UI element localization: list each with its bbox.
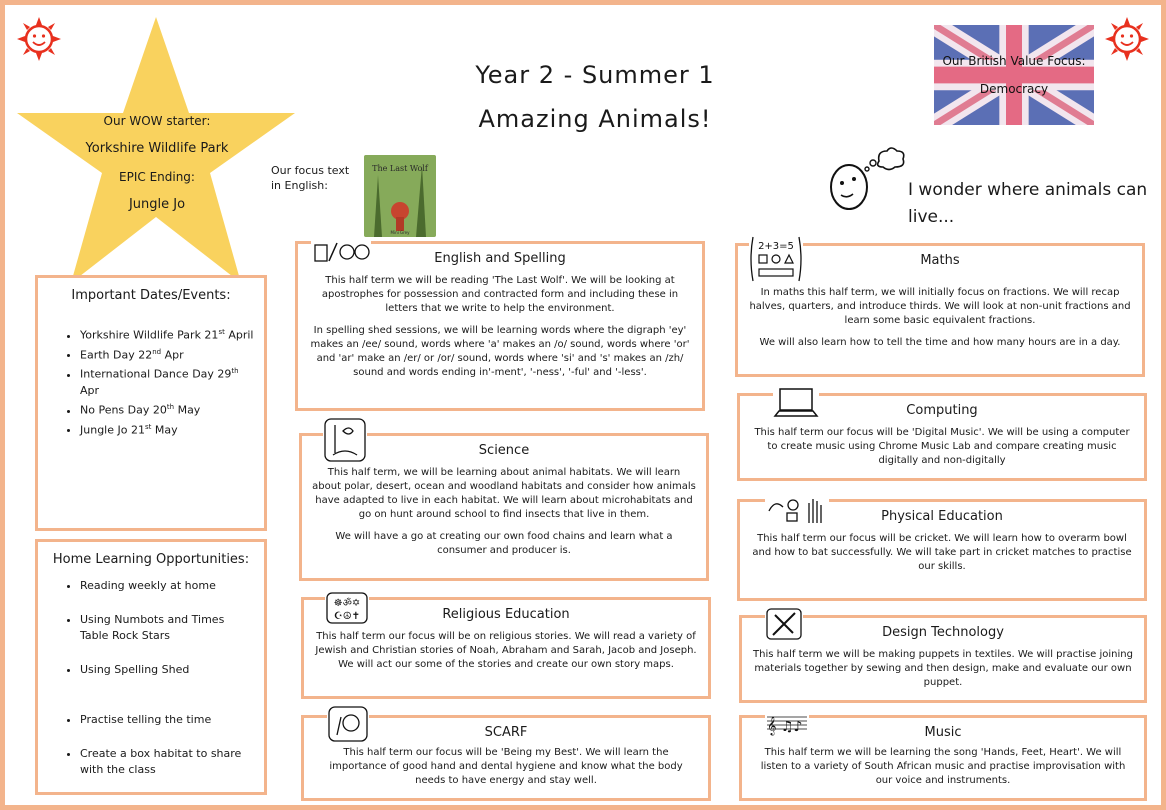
svg-text:♫♪: ♫♪ — [781, 719, 803, 735]
dt-paragraph-1: This half term we will be making puppets in textiles. We will practise joining materials together by sewing and then design, make and evaluate our own puppet. — [753, 649, 1133, 688]
date-event-text: Jungle Jo 21 — [80, 423, 145, 437]
wonder-question: I wonder where animals can live... — [908, 180, 1148, 227]
book-cover-image — [364, 155, 436, 237]
english-title: English and Spelling — [434, 251, 566, 266]
book-author-text: Mini Grey — [390, 230, 410, 235]
english-paragraph-2: In spelling shed sessions, we will be learning words where the digraph 'ey' makes an /ee/ sound, words where 'a' makes an /o/ sound, words where 'or' and 'ar' make an /er/ or /or/ sound, words where 'si' and 's' makes an /zh/ sound and words ending in'-ment', '-ness', '-ful' and '-less'. — [310, 325, 690, 378]
music-paragraph-1: This half term we will be learning the song 'Hands, Feet, Heart'. We will listen to a variety of South African music and practise improvisation with our voice and instruments. — [760, 747, 1126, 786]
maths-paragraph-1: In maths this half term, we will initially focus on fractions. We will recap halves, quarters, and introduce thirds. We will look at non-unit fractions and learn some basic equivalent fractions. — [749, 287, 1131, 326]
re-paragraph-1: This half term our focus will be on religious stories. We will read a variety of Jewish and Christian stories of Noah, Abraham and Sarah, Jacob and Joseph. We will act our some of the stories and create our own story maps. — [315, 631, 697, 670]
wellbeing-icon — [327, 705, 369, 743]
focus-text-label: Our focus text in English: — [271, 164, 350, 192]
title-line-1: Year 2 - Summer 1 — [475, 61, 715, 89]
maths-paragraph-2: We will also learn how to tell the time and how many hours are in a day. — [759, 337, 1121, 348]
date-month: Apr — [80, 383, 100, 397]
list-item — [80, 363, 256, 399]
writing-reading-icon — [311, 237, 371, 267]
epic-ending-value: Jungle Jo — [128, 197, 186, 212]
list-item: • Practise telling the time — [80, 712, 256, 728]
maths-icon-sum: 2+3=5 — [758, 241, 794, 252]
home-learning-list — [46, 578, 256, 778]
tools-icon — [765, 607, 803, 641]
book-title-text: The Last Wolf — [372, 164, 428, 173]
important-dates-title: Important Dates/Events: — [71, 288, 231, 303]
science-title: Science — [478, 443, 530, 458]
date-event-text: Yorkshire Wildlife Park 21 — [80, 328, 219, 342]
wow-starter-value: Yorkshire Wildlife Park — [85, 141, 229, 156]
svg-text:𝄞: 𝄞 — [767, 716, 777, 735]
date-event-text: Earth Day 22 — [80, 348, 153, 362]
list-item — [80, 344, 256, 364]
maths-icon — [749, 235, 803, 283]
thinking-head-icon — [827, 145, 907, 213]
scarf-paragraph-1: This half term our focus will be 'Being my Best'. We will learn the importance of good hand and dental hygiene and know what the body needs to have energy and stay well. — [329, 747, 683, 786]
science-paragraph-2: We will have a go at creating our own food chains and learn what a consumer and producer is. — [335, 531, 673, 556]
sports-icon — [765, 493, 829, 527]
pe-paragraph-1: This half term our focus will be cricket. We will learn how to overarm bowl and how to bat successfully. We will take part in cricket matches to practise our skills. — [752, 533, 1132, 572]
list-item: • Reading weekly at home — [80, 578, 256, 594]
date-event-text: International Dance Day 29 — [80, 367, 232, 381]
list-item: • Using Spelling Shed — [80, 662, 256, 678]
important-dates-box — [35, 275, 267, 531]
british-value-value: Democracy — [979, 82, 1049, 96]
date-suffix: st — [144, 422, 152, 431]
important-dates-list — [46, 324, 256, 438]
british-value-text — [934, 47, 1094, 103]
scarf-title: SCARF — [484, 725, 528, 740]
sun-icon-right — [1105, 17, 1149, 61]
music-title: Music — [924, 725, 962, 740]
svg-text:☸ॐ✡: ☸ॐ✡ — [333, 598, 361, 609]
date-month: April — [224, 328, 254, 342]
date-month: Apr — [161, 348, 184, 362]
page-title — [445, 53, 745, 141]
home-learning-title: Home Learning Opportunities: — [52, 552, 250, 567]
wow-star-text — [75, 107, 239, 219]
wow-starter-label: Our WOW starter: — [103, 114, 211, 128]
music-notes-icon — [765, 711, 809, 737]
date-suffix: st — [218, 328, 225, 336]
date-month: May — [151, 423, 178, 437]
list-item — [80, 324, 256, 344]
epic-ending-label: EPIC Ending: — [119, 170, 195, 184]
date-event-text: No Pens Day 20 — [80, 403, 167, 417]
computing-title: Computing — [906, 403, 978, 418]
re-title: Religious Education — [442, 607, 570, 622]
english-paragraph-1: This half term we will be reading 'The Last Wolf'. We will be looking at apostrophes for possession and contracted form and including these in letters that we write to help the environment. — [321, 275, 679, 314]
science-paragraph-1: This half term, we will be learning about animal habitats. We will learn about polar, desert, ocean and woodland habitats and consider how animals have adapted to live in each habitat. We will learn about microhabitats and go on hunt around school to find insects that live in them. — [312, 467, 696, 520]
list-item: • Using Numbots and Times Table Rock Stars — [80, 612, 256, 644]
list-item — [80, 399, 256, 419]
dt-title: Design Technology — [882, 625, 1004, 640]
pe-title: Physical Education — [881, 509, 1003, 524]
title-line-2: Amazing Animals! — [478, 105, 712, 133]
date-suffix: th — [231, 367, 239, 376]
religious-symbols-icon — [325, 591, 369, 625]
home-learning-box — [35, 539, 267, 795]
computing-paragraph-1: This half term our focus will be 'Digital Music'. We will be using a computer to create music using Chrome Music Lab and compare creating music digitally and non-digitally — [754, 427, 1130, 466]
laptop-icon — [773, 385, 819, 421]
maths-title: Maths — [920, 253, 960, 268]
list-item — [80, 419, 256, 439]
date-suffix: th — [166, 402, 175, 411]
british-value-label: Our British Value Focus: — [942, 54, 1086, 68]
list-item: • Create a box habitat to share with the class — [80, 746, 256, 778]
date-month: May — [174, 403, 201, 417]
science-icon — [323, 417, 367, 463]
date-suffix: nd — [152, 347, 162, 356]
svg-text:☪☮✝: ☪☮✝ — [333, 611, 361, 622]
